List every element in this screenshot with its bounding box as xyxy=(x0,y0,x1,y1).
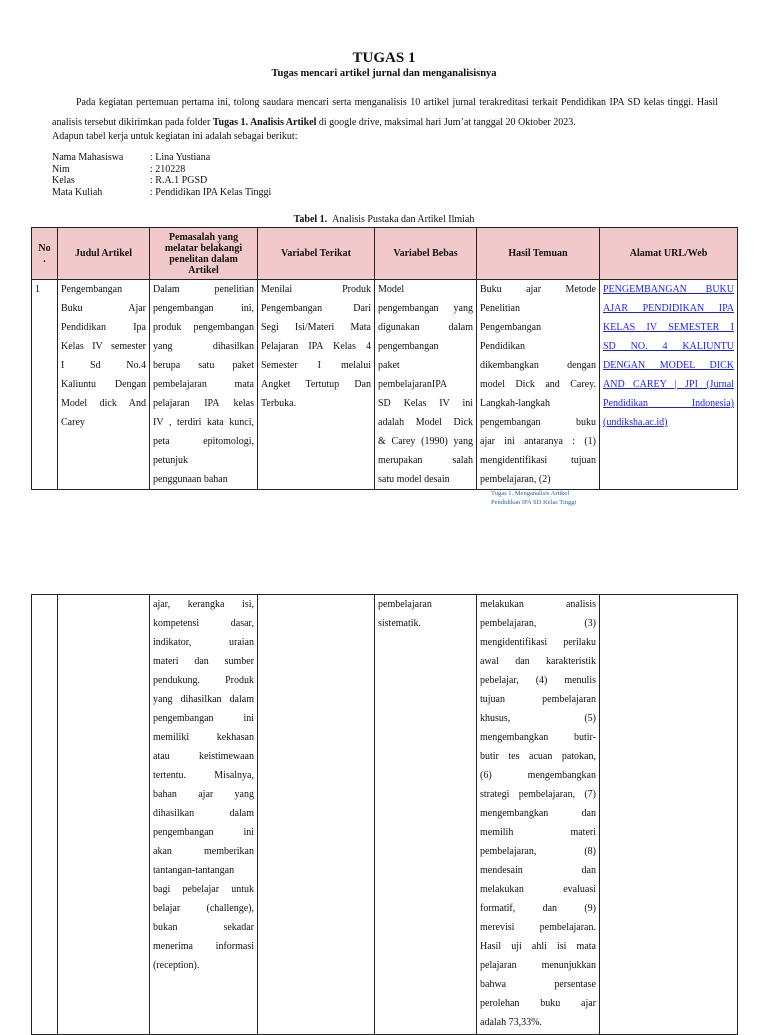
intro-paragraph-2: Adapun tabel kerja untuk kegiatan ini adalah sebagai berikut: xyxy=(52,131,298,142)
header-masalah: Pemasalah yang melatar belakangi penelitan dalam Artikel xyxy=(150,228,258,280)
cell-line: dihasilkan dalam xyxy=(153,808,254,819)
cell-line: pembelajaran mata xyxy=(153,379,254,390)
cell-line: Buku Ajar xyxy=(61,303,146,314)
table-row xyxy=(32,280,738,490)
cell-line: mengidentifikasi tujuan xyxy=(480,455,596,466)
cell-no xyxy=(32,595,58,1035)
header-hasil: Hasil Temuan xyxy=(477,228,600,280)
cell-judul xyxy=(58,595,150,1035)
header-judul: Judul Artikel xyxy=(58,228,150,280)
table-caption: Tabel 1. Analisis Pustaka dan Artikel Ilmiah xyxy=(293,214,475,225)
cell-line: butir tes acuan patokan, xyxy=(480,751,596,762)
cell-line: Langkah-langkah xyxy=(480,398,550,409)
cell-line: KELAS IV SEMESTER I xyxy=(603,322,734,333)
cell-line: perolehan buku ajar xyxy=(480,998,596,1009)
cell-line: Segi Isi/Materi Mata xyxy=(261,322,371,333)
cell-line: DENGAN MODEL DICK xyxy=(603,360,734,371)
cell-line: pendukung. Produk xyxy=(153,675,254,686)
cell-line: produk pengembangan xyxy=(153,322,254,333)
cell-line: formatif, dan (9) xyxy=(480,903,596,914)
doc-subtitle: Tugas mencari artikel jurnal dan menganalisisnya xyxy=(271,68,497,79)
cell-hasil xyxy=(477,280,600,490)
cell-masalah xyxy=(150,280,258,490)
cell-line: pengembangan ini xyxy=(153,713,254,724)
cell-line: pebelajar, (4) menulis xyxy=(480,675,596,686)
cell-line: mengidentifikasi perilaku xyxy=(480,637,596,648)
cell-line: memiliki kekhasan xyxy=(153,732,254,743)
cell-line: Menilai Produk xyxy=(261,284,371,295)
cell-line: pengembangan buku xyxy=(480,417,596,428)
cell-line: petunjuk xyxy=(153,455,188,466)
cell-line: Carey xyxy=(61,417,85,428)
cell-line: pembelajaran, (2) xyxy=(480,474,551,485)
cell-line: Pengembangan xyxy=(61,284,123,295)
cell-masalah xyxy=(150,595,258,1035)
cell-line: SD Kelas IV ini xyxy=(378,398,473,409)
cell-line: PENGEMBANGAN BUKU xyxy=(603,284,734,295)
cell-line: Dalam penelitian xyxy=(153,284,254,295)
cell-line: tantangan-tantangan xyxy=(153,865,235,876)
cell-line: pengembangan ini, xyxy=(153,303,254,314)
analysis-table xyxy=(31,227,738,490)
table-header-row xyxy=(32,228,738,280)
cell-url xyxy=(600,280,738,490)
cell-line: awal dan karakteristik xyxy=(480,656,596,667)
header-bebas: Variabel Bebas xyxy=(375,228,477,280)
page-footer: Tugas 1. Menganalisis Artikel Pendidikan IPA SD Kelas Tinggi xyxy=(491,490,577,506)
cell-line: mengembangkan dan xyxy=(480,808,596,819)
header-url: Alamat URL/Web xyxy=(600,228,738,280)
cell-line: berupa satu paket xyxy=(153,360,254,371)
cell-hasil xyxy=(477,595,600,1035)
cell-line: memilih materi xyxy=(480,827,596,838)
cell-line: Kelas IV semester xyxy=(61,341,146,352)
cell-line: satu model desain xyxy=(378,474,450,485)
cell-line: pengembangan yang xyxy=(378,303,473,314)
cell-line: materi dan sumber xyxy=(153,656,254,667)
cell-line: I Sd No.4 xyxy=(61,360,146,371)
cell-line: pembelajaran, (3) xyxy=(480,618,596,629)
info-row: Mata Kuliah : Pendidikan IPA Kelas Tinggi xyxy=(52,186,272,198)
cell-line: digunakan dalam xyxy=(378,322,473,333)
cell-line: khusus, (5) xyxy=(480,713,596,724)
cell-line: Pelajaran IPA Kelas 4 xyxy=(261,341,371,352)
cell-line: yang dihasilkan dalam xyxy=(153,694,254,705)
cell-line: Angket Tertutup Dan xyxy=(261,379,371,390)
cell-bebas xyxy=(375,595,477,1035)
cell-line: merevisi pembelajaran. xyxy=(480,922,596,933)
intro-paragraph: Pada kegiatan pertemuan pertama ini, tolong saudara mencari serta menganalisis 10 artikel jurnal terakreditasi terkait Pendidikan IPA SD kelas tinggi. Hasil analisis tersebut dikirimkan pada folder Tugas 1. Analisis Artikel di google drive, maksimal hari Jum’at tanggal 20 Oktober 2023. xyxy=(52,97,718,128)
cell-line: IV , terdiri kata kunci, xyxy=(153,417,254,428)
analysis-table-continued xyxy=(31,594,738,1035)
cell-line: Pengembangan xyxy=(480,322,542,333)
cell-line: yang dihasilkan xyxy=(153,341,254,352)
cell-line: melakukan analisis xyxy=(480,599,596,610)
cell-line: paket xyxy=(378,360,400,371)
cell-line: indikator, uraian xyxy=(153,637,254,648)
cell-no: 1 xyxy=(32,280,58,490)
folder-name: Tugas 1. Analisis Artikel xyxy=(212,116,317,128)
cell-line: ajar ini antaranya : (1) xyxy=(480,436,596,447)
cell-line: pengembangan xyxy=(378,341,439,352)
cell-terikat xyxy=(258,595,375,1035)
cell-line: adalah Model Dick xyxy=(378,417,473,428)
cell-line: pelajaran IPA kelas xyxy=(153,398,254,409)
table-row xyxy=(32,595,738,1035)
cell-line: kompetensi dasar, xyxy=(153,618,254,629)
cell-line: strategi pembelajaran, (7) xyxy=(480,789,596,800)
cell-line: AJAR PENDIDIKAN IPA xyxy=(603,303,734,314)
cell-line: akan memberikan xyxy=(153,846,254,857)
cell-line: Pendidikan Ipa xyxy=(61,322,146,333)
cell-line: Pendidikan xyxy=(480,341,525,352)
cell-line: Semester I melalui xyxy=(261,360,371,371)
cell-line: pelajaran menunjukkan xyxy=(480,960,596,971)
cell-line: Pendidikan Indonesia) xyxy=(603,398,734,409)
header-no: No . xyxy=(32,228,58,280)
cell-line: & Carey (1990) yang xyxy=(378,436,473,447)
cell-line: bagi pebelajar untuk xyxy=(153,884,254,895)
cell-line: Model xyxy=(378,284,405,295)
student-info xyxy=(52,152,271,198)
cell-line: tertentu. Misalnya, xyxy=(153,770,254,781)
cell-line: (reception). xyxy=(153,960,200,971)
info-row: Nim : 210228 xyxy=(52,163,186,175)
info-row: Nama Mahasiswa : Lina Yustiana xyxy=(52,152,211,163)
info-row: Kelas : R.A.1 PGSD xyxy=(52,175,208,186)
cell-line: bahan ajar yang xyxy=(153,789,254,800)
cell-line: pembelajaran, (8) xyxy=(480,846,596,857)
cell-line: menerima informasi xyxy=(153,941,254,952)
header-terikat: Variabel Terikat xyxy=(258,228,375,280)
cell-line: adalah 73,33%. xyxy=(480,1017,542,1028)
doc-title: TUGAS 1 xyxy=(352,50,416,66)
cell-line: Model dick And xyxy=(61,398,146,409)
cell-judul xyxy=(58,280,150,490)
cell-line: pengembangan ini xyxy=(153,827,254,838)
page-1 xyxy=(0,0,768,506)
cell-line: pembelajaran xyxy=(378,599,432,610)
cell-bebas xyxy=(375,280,477,490)
cell-line: Pengembangan Dari xyxy=(261,303,371,314)
cell-line: atau keistimewaan xyxy=(153,751,254,762)
cell-line: belajar (challenge), xyxy=(153,903,254,914)
cell-line: mengembangkan butir- xyxy=(480,732,596,743)
cell-line: model Dick and Carey. xyxy=(480,379,596,390)
cell-line: Hasil uji ahli isi mata xyxy=(480,941,596,952)
cell-line: merupakan salah xyxy=(378,455,473,466)
cell-line: Buku ajar Metode xyxy=(480,284,596,295)
cell-line: tujuan pembelajaran xyxy=(480,694,596,705)
cell-line: mendesain dan xyxy=(480,865,596,876)
cell-terikat xyxy=(258,280,375,490)
cell-line: Kaliuntu Dengan xyxy=(61,379,146,390)
cell-line: dikembangkan dengan xyxy=(480,360,596,371)
cell-line: Terbuka. xyxy=(261,398,297,409)
cell-line: Penelitian xyxy=(480,303,520,314)
cell-line: melakukan evaluasi xyxy=(480,884,596,895)
cell-line: sistematik. xyxy=(378,618,422,629)
cell-line: SD NO. 4 KALIUNTU xyxy=(603,341,734,352)
cell-line: bukan sekadar xyxy=(153,922,254,933)
cell-line: bahwa persentase xyxy=(480,979,596,990)
cell-line: penggunaan bahan xyxy=(153,474,228,485)
cell-line: (undiksha.ac.id) xyxy=(603,417,668,428)
article-url-link[interactable] xyxy=(603,280,734,432)
cell-line: (6) mengembangkan xyxy=(480,770,596,781)
cell-line: pembelajaranIPA xyxy=(378,379,448,390)
cell-url xyxy=(600,595,738,1035)
cell-line: ajar, kerangka isi, xyxy=(153,599,254,610)
cell-line: AND CAREY | JPI (Jurnal xyxy=(603,379,734,390)
cell-line: peta epitomologi, xyxy=(153,436,254,447)
